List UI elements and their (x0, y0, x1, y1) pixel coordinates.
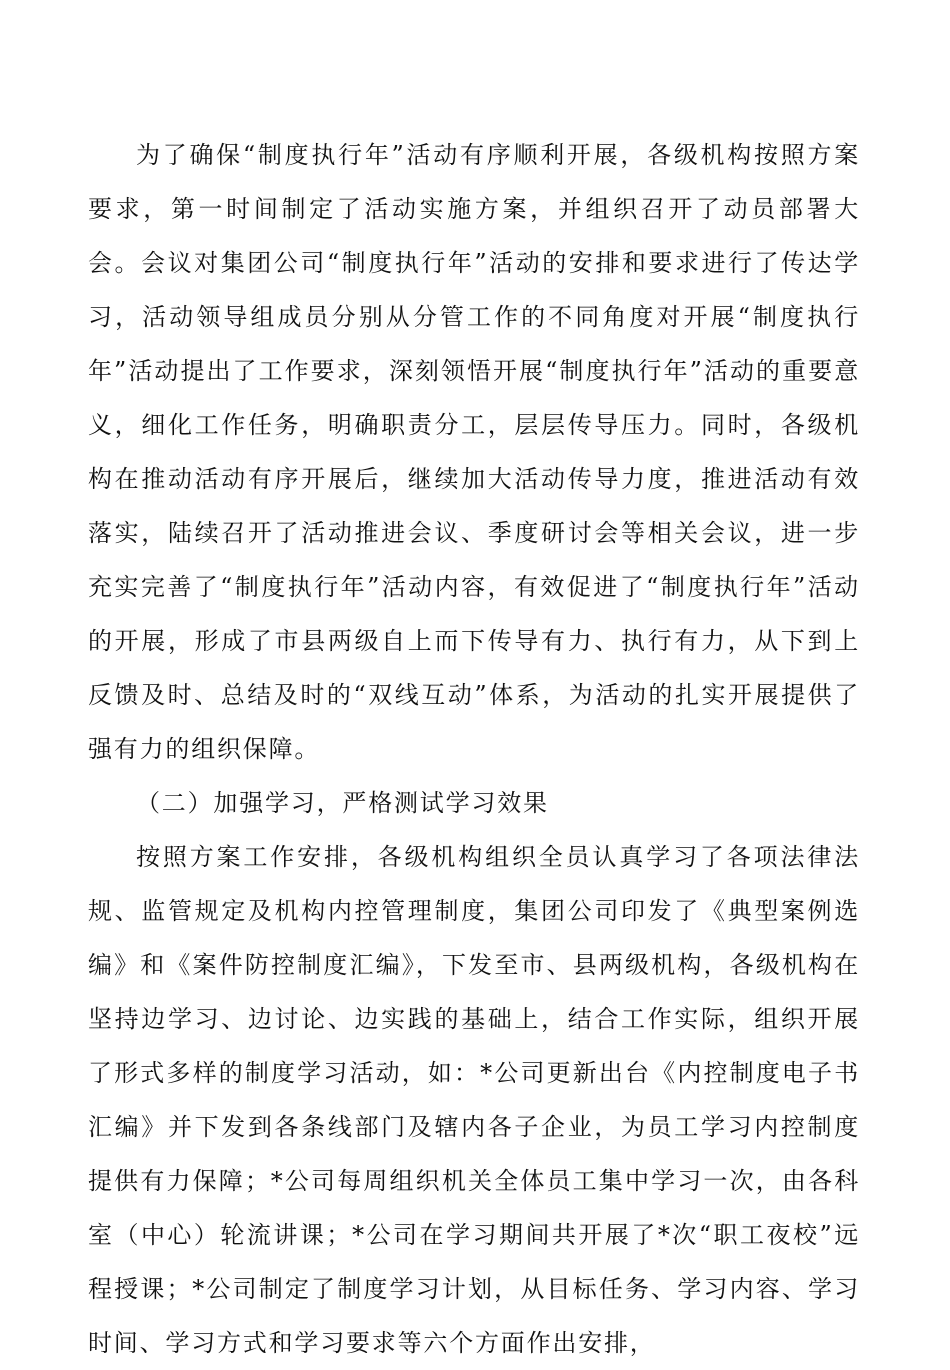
paragraph-study-arrangements: 按照方案工作安排，各级机构组织全员认真学习了各项法律法规、监管规定及机构内控管理制度，集团公司印发了《典型案例选编》和《案件防控制度汇编》，下发至市、县两级机构，各级机构在坚持边学习、边讨论、边实践的基础上，结合工作实际，组织开展了形式多样的制度学习活动，如：*公司更新出台《内控制度电子书汇编》并下发到各条线部门及辖内各子企业，为员工学习内控制度提供有力保障；*公司每周组织机关全体员工集中学习一次，由各科室（中心）轮流讲课；*公司在学习期间共开展了*次“职工夜校”远程授课；*公司制定了制度学习计划，从目标任务、学习内容、学习时间、学习方式和学习要求等六个方面作出安排， (88, 843, 860, 1357)
paragraph-organization-guarantee: 为了确保“制度执行年”活动有序顺利开展，各级机构按照方案要求，第一时间制定了活动实施方案，并组织召开了动员部署大会。会议对集团公司“制度执行年”活动的安排和要求进行了传达学习，活动领导组成员分别从分管工作的不同角度对开展“制度执行年”活动提出了工作要求，深刻领悟开展“制度执行年”活动的重要意义，细化工作任务，明确职责分工，层层传导压力。同时，各级机构在推动活动有序开展后，继续加大活动传导力度，推进活动有效落实，陆续召开了活动推进会议、季度研讨会等相关会议，进一步充实完善了“制度执行年”活动内容，有效促进了“制度执行年”活动的开展，形成了市县两级自上而下传导有力、执行有力，从下到上反馈及时、总结及时的“双线互动”体系，为活动的扎实开展提供了强有力的组织保障。 (88, 141, 860, 763)
section-heading-study: （二）加强学习，严格测试学习效果 (136, 789, 549, 817)
document-body (88, 128, 860, 1370)
